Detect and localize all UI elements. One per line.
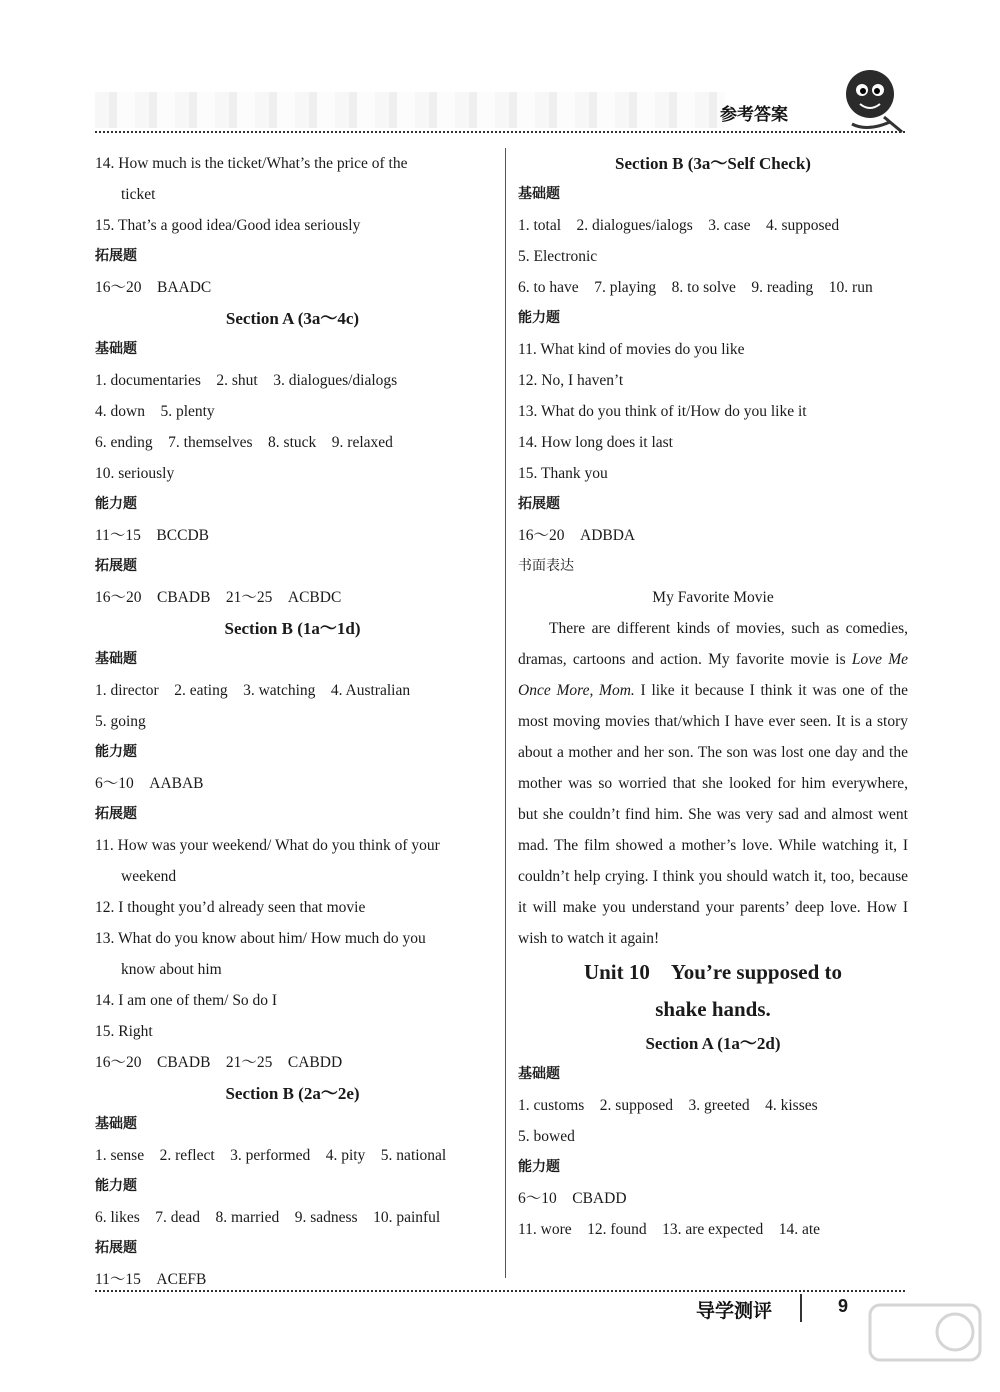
answer-line: 6～10 CBADD: [518, 1190, 627, 1207]
category-heading: 基础题: [95, 651, 137, 667]
category-heading: 能力题: [95, 744, 137, 760]
answer-line: 6. likes 7. dead 8. married 9. sadness 10. painful: [95, 1209, 441, 1226]
essay-text: I like it because I think it was one of the most moving movies that/which I have ever seen. It is a story about a mother and her son. The son was lost one day and the mother was so worried that she looked for him everywhere, but she couldn’t find him. She was very sad and almost went mad. The film showed a mother’s love. While watching it, I couldn’t help crying. I think you should watch it, too, because it will make you understand your parents’ deep love. How I wish to watch it again!: [518, 682, 908, 947]
category-heading: 拓展题: [95, 248, 137, 264]
footer-rule: [95, 1290, 905, 1292]
answer-line: 11～15 BCCDB: [95, 527, 209, 544]
section-heading: Section A (1a～2d): [645, 1034, 781, 1053]
answer-line: 11. wore 12. found 13. are expected 14. ate: [518, 1221, 821, 1238]
category-heading: 能力题: [95, 496, 137, 512]
answer-line: 5. going: [95, 713, 146, 730]
answer-line: 5. Electronic: [518, 248, 598, 265]
answer-line: 6. to have 7. playing 8. to solve 9. reading 10. run: [518, 279, 873, 296]
category-heading: 基础题: [95, 341, 137, 357]
mascot-illustration: [832, 62, 912, 142]
answer-line: 10. seriously: [95, 465, 175, 482]
movie-title-italic: Love Me Once More, Mom.: [518, 651, 908, 699]
section-heading: Section A (3a～4c): [225, 309, 360, 328]
answer-line: 14. I am one of them/ So do I: [95, 992, 278, 1009]
answer-line: 16～20 CBADB 21～25 CABDD: [95, 1054, 343, 1071]
answer-line: 11～15 ACEFB: [95, 1271, 207, 1288]
answer-line: 11. How was your weekend/ What do you think of your: [95, 837, 440, 854]
answer-line: 14. How much is the ticket/What’s the price of the: [95, 155, 408, 172]
answer-line: 5. bowed: [518, 1128, 575, 1145]
answer-line: 1. sense 2. reflect 3. performed 4. pity 5. national: [95, 1147, 447, 1164]
answer-line: 12. I thought you’d already seen that movie: [95, 899, 366, 916]
answer-line: 12. No, I haven’t: [518, 372, 624, 389]
answer-line: 16～20 ADBDA: [518, 527, 636, 544]
section-heading: Section B (2a～2e): [225, 1084, 360, 1103]
section-heading: Section B (3a～Self Check): [615, 154, 811, 173]
category-heading: 拓展题: [95, 558, 137, 574]
answer-line: 16～20 CBADB 21～25 ACBDC: [95, 589, 342, 606]
answer-line: 1. customs 2. supposed 3. greeted 4. kisses: [518, 1097, 818, 1114]
category-heading: 书面表达: [518, 558, 574, 574]
essay-paragraph: [518, 613, 908, 954]
answer-line: 1. director 2. eating 3. watching 4. Australian: [95, 682, 411, 699]
category-heading: 拓展题: [95, 806, 137, 822]
footer-brand: 导学测评: [696, 1300, 773, 1322]
answer-line: 13. What do you know about him/ How much do you: [95, 930, 426, 947]
watermark-stamp: [800, 1300, 990, 1390]
category-heading: 能力题: [518, 1159, 560, 1175]
answer-line: weekend: [121, 868, 177, 885]
column-divider: [505, 148, 506, 1278]
essay-text: There are different kinds of movies, such as comedies, dramas, cartoons and action. My favorite movie is: [518, 620, 908, 668]
header-decoration: [95, 92, 725, 128]
answer-line: 6～10 AABAB: [95, 775, 204, 792]
answer-line: 1. total 2. dialogues/ialogs 3. case 4. supposed: [518, 217, 840, 234]
category-heading: 拓展题: [95, 1240, 137, 1256]
answer-line: know about him: [121, 961, 222, 978]
category-heading: 基础题: [95, 1116, 137, 1132]
answer-line: 15. Thank you: [518, 465, 608, 482]
header-title: 参考答案: [720, 105, 788, 125]
right-column: [518, 148, 908, 1245]
answer-line: 14. How long does it last: [518, 434, 673, 451]
answer-line: 1. documentaries 2. shut 3. dialogues/dialogs: [95, 372, 398, 389]
left-column: [95, 148, 490, 1295]
answer-line: 13. What do you think of it/How do you like it: [518, 403, 807, 420]
answer-line: 15. Right: [95, 1023, 153, 1040]
header-rule: [95, 131, 905, 133]
category-heading: 基础题: [518, 186, 560, 202]
answer-line: 4. down 5. plenty: [95, 403, 215, 420]
page-number: 9: [838, 1296, 849, 1316]
essay-title: My Favorite Movie: [652, 589, 774, 606]
unit-heading: shake hands.: [655, 997, 771, 1021]
answer-line: ticket: [121, 186, 156, 203]
answer-line: 11. What kind of movies do you like: [518, 341, 745, 358]
category-heading: 拓展题: [518, 496, 560, 512]
answer-line: 15. That’s a good idea/Good idea seriously: [95, 217, 361, 234]
answer-line: 16～20 BAADC: [95, 279, 212, 296]
category-heading: 基础题: [518, 1066, 560, 1082]
unit-heading: Unit 10 You’re supposed to: [583, 960, 843, 984]
section-heading: Section B (1a～1d): [224, 619, 361, 638]
answer-line: 6. ending 7. themselves 8. stuck 9. relaxed: [95, 434, 393, 451]
category-heading: 能力题: [518, 310, 560, 326]
category-heading: 能力题: [95, 1178, 137, 1194]
